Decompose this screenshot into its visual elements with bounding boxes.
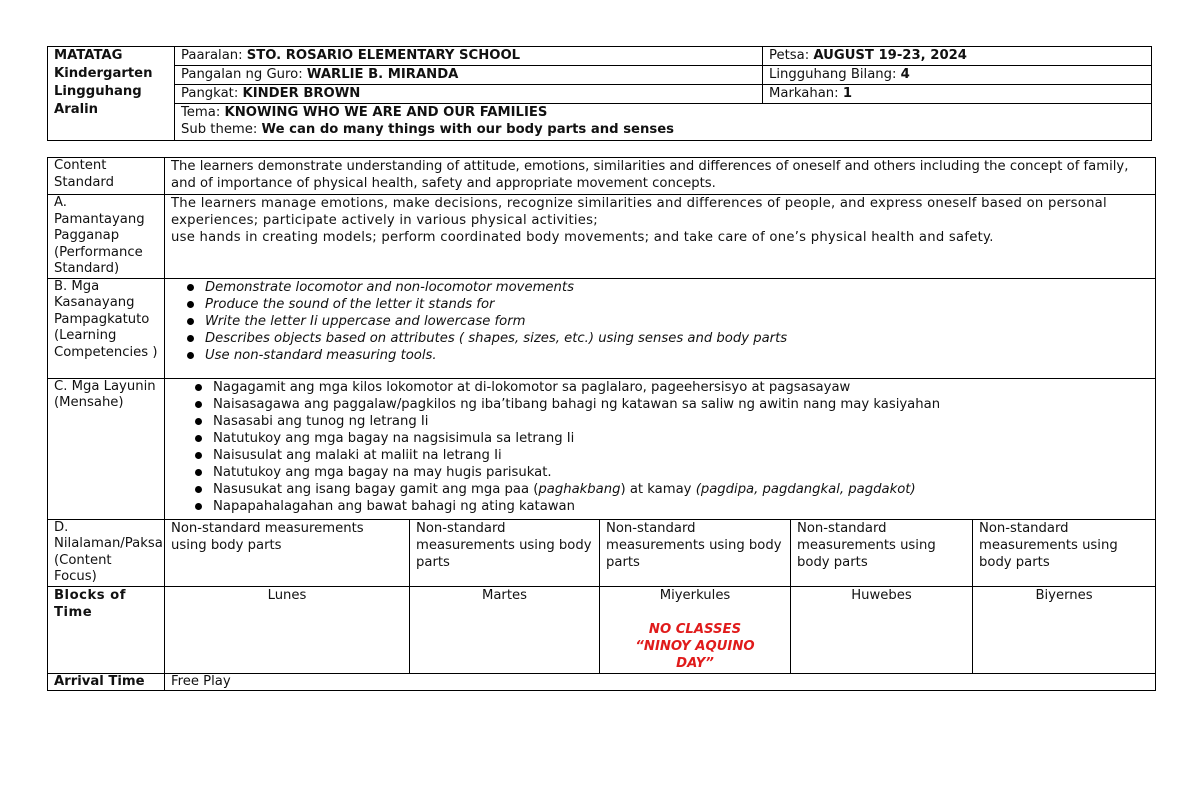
- list-item: Use non-standard measuring tools.: [205, 347, 1149, 364]
- list-item: Demonstrate locomotor and non-locomotor movements: [205, 279, 1149, 296]
- arrival-label: Arrival Time: [48, 673, 165, 690]
- performance-standard-text: The learners manage emotions, make decisions, recognize similarities and differences of people, and express oneself based on personal experiences; participate actively in various physical activities; use hands in creating models; perform coordinated body movements; and take care of one’s physical health and safety.: [165, 195, 1156, 279]
- list-item: Naisasagawa ang paggalaw/pagkilos ng iba’tibang bahagi ng katawan sa saliw ng awitin nang may kasiyahan: [213, 396, 1149, 413]
- week-field: Lingguhang Bilang: 4: [763, 66, 1152, 85]
- list-item: Nasasabi ang tunog ng letrang Ii: [213, 413, 1149, 430]
- content-standard-text: The learners demonstrate understanding of attitude, emotions, similarities and differences of oneself and others including the concept of family, and of importance of physical health, safety and appropriate movement concepts.: [165, 158, 1156, 195]
- day-friday: Biyernes: [973, 586, 1156, 673]
- performance-standard-label: A. Pamantayang Pagganap (Performance Standard): [48, 195, 165, 279]
- content-focus-wednesday: Non-standard measurements using body parts: [600, 519, 791, 586]
- date-field: Petsa: AUGUST 19-23, 2024: [763, 47, 1152, 66]
- teacher-field: Pangalan ng Guro: WARLIE B. MIRANDA: [175, 66, 763, 85]
- performance-standard-row: [48, 195, 1156, 279]
- lesson-title: MATATAG Kindergarten Lingguhang Aralin: [48, 47, 175, 141]
- content-standard-label: Content Standard: [48, 158, 165, 195]
- content-focus-thursday: Non-standard measurements using body parts: [791, 519, 973, 586]
- content-focus-friday: Non-standard measurements using body parts: [973, 519, 1156, 586]
- objectives-label: C. Mga Layunin (Mensahe): [48, 378, 165, 519]
- theme-field: Tema: KNOWING WHO WE ARE AND OUR FAMILIES Sub theme: We can do many things with our body parts and senses: [175, 104, 1152, 141]
- list-item: Produce the sound of the letter it stands for: [205, 296, 1149, 313]
- day-monday: Lunes: [165, 586, 410, 673]
- header-table: [47, 46, 1152, 141]
- list-item: Describes objects based on attributes ( shapes, sizes, etc.) using senses and body parts: [205, 330, 1149, 347]
- lesson-plan-table: [47, 157, 1156, 691]
- day-thursday: Huwebes: [791, 586, 973, 673]
- content-focus-tuesday: Non-standard measurements using body parts: [410, 519, 600, 586]
- day-tuesday: Martes: [410, 586, 600, 673]
- competencies-list: [165, 278, 1156, 378]
- competencies-label: B. Mga Kasanayang Pampagkatuto (Learning Competencies ): [48, 278, 165, 378]
- content-standard-row: [48, 158, 1156, 195]
- list-item: Nasusukat ang isang bagay gamit ang mga paa (paghakbang) at kamay (pagdipa, pagdangkal, pagdakot): [213, 481, 1149, 498]
- blocks-label: Blocks of Time: [48, 586, 165, 673]
- list-item: Nagagamit ang mga kilos lokomotor at di-lokomotor sa paglalaro, pageehersisyo at pagsasayaw: [213, 379, 1149, 396]
- list-item: Naisusulat ang malaki at maliit na letrang Ii: [213, 447, 1149, 464]
- no-classes-notice: NO CLASSES “NINOY AQUINO DAY”: [635, 621, 755, 671]
- group-field: Pangkat: KINDER BROWN: [175, 85, 763, 104]
- school-field: Paaralan: STO. ROSARIO ELEMENTARY SCHOOL: [175, 47, 763, 66]
- content-focus-monday: Non-standard measurements using body parts: [165, 519, 410, 586]
- list-item: Natutukoy ang mga bagay na may hugis parisukat.: [213, 464, 1149, 481]
- objectives-list: [165, 378, 1156, 519]
- list-item: Write the letter Ii uppercase and lowercase form: [205, 313, 1149, 330]
- arrival-text: Free Play: [165, 673, 1156, 690]
- day-wednesday: Miyerkules NO CLASSES “NINOY AQUINO DAY”: [600, 586, 791, 673]
- competencies-row: [48, 278, 1156, 378]
- arrival-row: [48, 673, 1156, 690]
- content-focus-row: [48, 519, 1156, 586]
- list-item: Napapahalagahan ang bawat bahagi ng ating katawan: [213, 498, 1149, 515]
- objectives-row: [48, 378, 1156, 519]
- blocks-row: [48, 586, 1156, 673]
- list-item: Natutukoy ang mga bagay na nagsisimula sa letrang Ii: [213, 430, 1149, 447]
- quarter-field: Markahan: 1: [763, 85, 1152, 104]
- content-focus-label: D. Nilalaman/Paksa (Content Focus): [48, 519, 165, 586]
